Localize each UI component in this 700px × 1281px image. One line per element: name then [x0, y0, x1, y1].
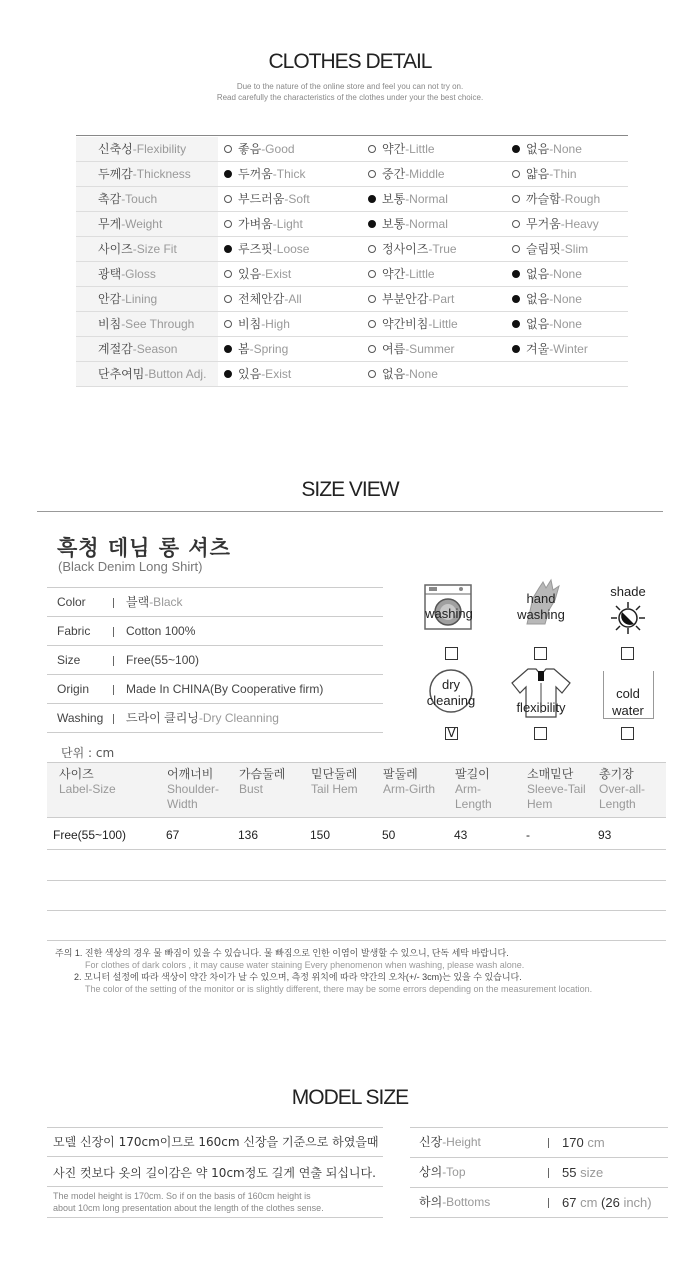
size-row-divider-4: [47, 940, 666, 941]
radio-unselected-icon[interactable]: [224, 270, 232, 278]
info-value-english: -Dry Cleanning: [198, 711, 279, 725]
note-2-english: The color of the setting of the monitor or is slightly different, there may be some errors depending on the measurement location.: [85, 984, 593, 994]
detail-row: [76, 287, 628, 312]
detail-option[interactable]: [512, 337, 588, 361]
dry-cleaning-label-1: dry: [441, 677, 461, 692]
column-header-korean: 사이즈: [59, 767, 94, 781]
stat-label-korean: 하의: [419, 1195, 443, 1209]
detail-row-label: [76, 212, 218, 236]
radio-unselected-icon[interactable]: [512, 220, 520, 228]
detail-row: [76, 162, 628, 187]
size-column-header: [455, 767, 517, 812]
option-label-english: -Heavy: [560, 217, 599, 231]
size-row-divider-1: [47, 849, 666, 850]
info-value-main: 드라이 클리닝: [126, 711, 199, 725]
column-header-english: Label-Size: [59, 782, 116, 796]
option-label-korean: 가벼움: [238, 217, 273, 231]
option-label-korean: 겨울: [526, 342, 550, 356]
option-label-korean: 중간: [382, 167, 406, 181]
detail-row-label: [76, 287, 218, 311]
column-header-english: Bust: [239, 782, 264, 796]
info-value-main: Free(55~100): [126, 653, 200, 667]
info-key: Color: [57, 595, 86, 609]
info-separator: [113, 598, 114, 608]
column-header-english: Tail Hem: [311, 782, 358, 796]
stat-separator: [548, 1138, 549, 1148]
detail-label-korean: 두께감: [98, 167, 133, 181]
radio-unselected-icon[interactable]: [368, 170, 376, 178]
option-label-korean: 루즈핏: [238, 242, 273, 256]
detail-label-english: -Size Fit: [132, 242, 177, 256]
washing-care-label: washing: [425, 606, 473, 621]
model-stat-row: [410, 1188, 668, 1218]
info-separator: [113, 627, 114, 637]
size-column-header: [311, 767, 358, 797]
hand-wash-label-1: hand: [526, 591, 556, 606]
detail-option[interactable]: [368, 362, 438, 386]
note-1-korean: 주의 1. 진한 색상의 경우 물 빠짐이 있을 수 있습니다. 물 빠짐으로 인한 이염이 발생할 수 있으니, 단독 세탁 바랍니다.: [55, 948, 509, 958]
unit-label: 단위 : cm: [61, 746, 115, 760]
detail-option[interactable]: [512, 187, 600, 211]
option-label-english: -Exist: [261, 367, 292, 381]
radio-selected-icon[interactable]: [224, 170, 232, 178]
option-label-english: -Summer: [405, 342, 455, 356]
stat-label-english: -Top: [442, 1165, 466, 1179]
note-2-korean: 2. 모니터 설정에 따라 색상이 약간 차이가 날 수 있으며, 측정 위치에 따라 약간의 오차(+/- 3cm)는 있을 수 있습니다.: [74, 972, 522, 982]
clothes-detail-subtitle-1: Due to the nature of the online store and feel you can not try on.: [236, 82, 464, 91]
size-column-header: [59, 767, 116, 797]
option-label-korean: 부드러움: [238, 192, 285, 206]
radio-selected-icon[interactable]: [512, 320, 520, 328]
stat-extra-unit: inch): [619, 1195, 652, 1210]
radio-unselected-icon[interactable]: [368, 345, 376, 353]
option-label-english: -Spring: [249, 342, 289, 356]
option-label-korean: 까슬함: [526, 192, 561, 206]
size-column-header: [599, 767, 661, 812]
model-note-english-1: The model height is 170cm. So if on the basis of 160cm height is: [53, 1191, 311, 1201]
radio-unselected-icon[interactable]: [512, 245, 520, 253]
column-header-english: Arm-Length: [455, 782, 492, 811]
size-cell: 136: [238, 828, 259, 842]
info-value: [126, 646, 199, 674]
size-cell: Free(55~100): [53, 828, 127, 842]
detail-label-english: -Lining: [121, 292, 158, 306]
detail-option[interactable]: [368, 187, 448, 211]
detail-row-label: [76, 237, 218, 261]
option-label-english: -None: [549, 317, 582, 331]
detail-row: [76, 362, 628, 387]
option-label-korean: 여름: [382, 342, 406, 356]
detail-label-english: -Flexibility: [132, 142, 187, 156]
radio-unselected-icon[interactable]: [368, 320, 376, 328]
detail-option[interactable]: [368, 312, 458, 336]
detail-option[interactable]: [512, 237, 588, 261]
radio-unselected-icon[interactable]: [224, 195, 232, 203]
size-cell: 150: [310, 828, 331, 842]
info-key: Origin: [57, 682, 90, 696]
option-label-korean: 비침: [238, 317, 262, 331]
detail-label-korean: 사이즈: [98, 242, 133, 256]
detail-option[interactable]: [224, 162, 305, 186]
size-column-header: [383, 767, 445, 797]
option-label-korean: 약간비침: [382, 317, 429, 331]
detail-label-english: -Gloss: [121, 267, 156, 281]
detail-option[interactable]: [224, 312, 290, 336]
info-value-main: Made In CHINA(By Cooperative firm): [126, 682, 324, 696]
size-column-header: [167, 767, 229, 812]
radio-unselected-icon[interactable]: [224, 320, 232, 328]
cold-water-label-2: water: [612, 703, 644, 718]
radio-selected-icon[interactable]: [224, 245, 232, 253]
shade-label: shade: [610, 584, 646, 599]
detail-option[interactable]: [368, 237, 457, 261]
hand-washing-checkbox[interactable]: [534, 647, 547, 660]
cold-water-label-1: cold: [616, 686, 640, 701]
detail-option[interactable]: [512, 137, 582, 161]
detail-label-korean: 안감: [98, 292, 122, 306]
option-label-korean: 슬림핏: [526, 242, 561, 256]
note-1-english: For clothes of dark colors , it may cause water staining Every phenomenon when washing, please wash alone.: [85, 960, 525, 970]
detail-option[interactable]: [224, 337, 288, 361]
radio-unselected-icon[interactable]: [368, 145, 376, 153]
detail-option[interactable]: [368, 287, 454, 311]
detail-label-english: -Touch: [121, 192, 158, 206]
option-label-korean: 보통: [382, 217, 406, 231]
detail-row-label: [76, 312, 218, 336]
detail-row-label: [76, 187, 218, 211]
detail-option[interactable]: [512, 312, 582, 336]
detail-option[interactable]: [368, 162, 445, 186]
option-label-korean: 없음: [526, 267, 550, 281]
size-row-divider-2: [47, 880, 666, 881]
option-label-english: -Slim: [560, 242, 589, 256]
detail-label-korean: 촉감: [98, 192, 122, 206]
option-label-korean: 약간: [382, 142, 406, 156]
option-label-korean: 좋음: [238, 142, 262, 156]
stat-number: 170: [562, 1135, 584, 1150]
model-text-divider: [47, 1156, 383, 1157]
detail-label-korean: 광택: [98, 267, 122, 281]
radio-selected-icon[interactable]: [512, 295, 520, 303]
size-cell: 93: [598, 828, 612, 842]
option-label-english: -Winter: [549, 342, 588, 356]
radio-unselected-icon[interactable]: [368, 295, 376, 303]
detail-table-top-border: [76, 135, 628, 136]
info-key: Size: [57, 653, 81, 667]
option-label-korean: 봄: [238, 342, 250, 356]
option-label-english: -None: [549, 142, 582, 156]
flexibility-checkbox[interactable]: [534, 727, 547, 740]
detail-label-korean: 비침: [98, 317, 122, 331]
model-note-line-1: 모델 신장이 170cm이므로 160cm 신장을 기준으로 하였을때: [53, 1135, 379, 1149]
dry-cleaning-label-2: cleaning: [426, 693, 476, 708]
model-stat-value: [562, 1158, 603, 1187]
detail-option[interactable]: [224, 262, 291, 286]
detail-option[interactable]: [512, 262, 582, 286]
option-label-english: -Middle: [405, 167, 445, 181]
column-header-korean: 가슴둘레: [239, 767, 286, 781]
stat-label-korean: 상의: [419, 1165, 443, 1179]
column-header-korean: 총기장: [599, 767, 634, 781]
option-label-korean: 전체안감: [238, 292, 285, 306]
shade-checkbox[interactable]: [621, 647, 634, 660]
column-header-korean: 어깨너비: [167, 767, 214, 781]
option-label-english: -High: [261, 317, 290, 331]
info-separator: [113, 685, 114, 695]
info-row: [47, 588, 383, 617]
option-label-english: -True: [428, 242, 457, 256]
option-label-english: -Light: [272, 217, 303, 231]
detail-option[interactable]: [224, 187, 310, 211]
model-stat-value: [562, 1188, 652, 1217]
model-text-bottom-border: [47, 1217, 383, 1218]
model-stat-row: [410, 1158, 668, 1188]
product-name-korean: 흑청 데님 롱 셔츠: [57, 536, 231, 560]
option-label-english: -All: [284, 292, 302, 306]
info-value: [126, 588, 183, 616]
detail-row: [76, 212, 628, 237]
model-stat-label: [419, 1158, 466, 1187]
info-separator: [113, 714, 114, 724]
size-view-divider: [37, 511, 663, 512]
column-header-english: Shoulder-Width: [167, 782, 220, 811]
radio-unselected-icon[interactable]: [512, 170, 520, 178]
info-row: [47, 704, 383, 733]
option-label-korean: 무거움: [526, 217, 561, 231]
model-note-english-2: about 10cm long presentation about the length of the clothes sense.: [53, 1203, 324, 1213]
detail-option[interactable]: [368, 137, 435, 161]
size-column-header: [527, 767, 589, 812]
option-label-english: -Part: [428, 292, 455, 306]
stat-unit: size: [576, 1165, 604, 1180]
radio-unselected-icon[interactable]: [224, 295, 232, 303]
detail-row: [76, 262, 628, 287]
option-label-korean: 없음: [526, 292, 550, 306]
column-header-english: Over-all-Length: [599, 782, 646, 811]
cold-water-checkbox[interactable]: [621, 727, 634, 740]
column-header-korean: 팔둘레: [383, 767, 418, 781]
detail-label-english: -Thickness: [132, 167, 191, 181]
model-text-divider-2: [47, 1186, 383, 1187]
column-header-korean: 밑단둘레: [311, 767, 358, 781]
radio-selected-icon[interactable]: [368, 195, 376, 203]
detail-label-english: -Season: [132, 342, 178, 356]
product-name-english: (Black Denim Long Shirt): [58, 559, 203, 574]
radio-unselected-icon[interactable]: [368, 245, 376, 253]
option-label-korean: 얇음: [526, 167, 550, 181]
detail-label-korean: 단추여밈: [98, 367, 145, 381]
size-column-header: [239, 767, 285, 797]
detail-row: [76, 237, 628, 262]
detail-row: [76, 337, 628, 362]
model-note-line-2: 사진 컷보다 옷의 길이감은 약 10cm정도 길게 연출 되십니다.: [53, 1166, 376, 1180]
stat-number: 67: [562, 1195, 577, 1210]
size-cell: -: [526, 828, 530, 842]
info-key: Washing: [57, 711, 104, 725]
detail-row-label: [76, 337, 218, 361]
option-label-english: -None: [549, 267, 582, 281]
detail-option[interactable]: [224, 237, 309, 261]
detail-label-english: -Button Adj.: [144, 367, 207, 381]
detail-option[interactable]: [368, 262, 435, 286]
detail-row-label: [76, 262, 218, 286]
clothes-detail-title: CLOTHES DETAIL: [268, 50, 432, 73]
option-label-english: -Loose: [272, 242, 310, 256]
model-stat-label: [419, 1188, 490, 1217]
size-cell: 43: [454, 828, 468, 842]
option-label-english: -Little: [428, 317, 458, 331]
model-stat-value: [562, 1128, 605, 1157]
option-label-english: -Normal: [405, 217, 448, 231]
option-label-english: -None: [405, 367, 438, 381]
detail-option[interactable]: [368, 337, 455, 361]
radio-unselected-icon[interactable]: [368, 270, 376, 278]
detail-row: [76, 312, 628, 337]
model-stat-row: [410, 1128, 668, 1158]
radio-unselected-icon[interactable]: [512, 195, 520, 203]
option-label-english: -Normal: [405, 192, 448, 206]
option-label-english: -Exist: [261, 267, 292, 281]
info-separator: [113, 656, 114, 666]
detail-row: [76, 137, 628, 162]
hand-wash-label-2: washing: [517, 607, 565, 622]
info-value-main: Cotton 100%: [126, 624, 196, 638]
info-value: [126, 617, 195, 645]
option-label-english: -Thin: [549, 167, 577, 181]
detail-label-korean: 계절감: [98, 342, 133, 356]
option-label-korean: 보통: [382, 192, 406, 206]
column-header-english: Sleeve-Tail Hem: [527, 782, 586, 811]
stat-separator: [548, 1168, 549, 1178]
detail-option[interactable]: [224, 362, 291, 386]
stat-separator: [548, 1198, 549, 1208]
detail-option[interactable]: [224, 212, 303, 236]
option-label-korean: 있음: [238, 367, 262, 381]
detail-row-label: [76, 362, 218, 386]
column-header-english: Arm-Girth: [383, 782, 435, 796]
info-value-main: 블랙: [126, 595, 150, 609]
info-row: [47, 646, 383, 675]
option-label-english: -Thick: [272, 167, 306, 181]
radio-selected-icon[interactable]: [512, 345, 520, 353]
option-label-english: -Rough: [560, 192, 601, 206]
radio-selected-icon[interactable]: [512, 270, 520, 278]
option-label-korean: 없음: [526, 317, 550, 331]
option-label-english: -Little: [405, 142, 435, 156]
shade-sun-icon: [609, 600, 647, 636]
option-label-english: -Little: [405, 267, 435, 281]
size-view-title: SIZE VIEW: [301, 478, 399, 501]
stat-label-korean: 신장: [419, 1135, 443, 1149]
info-value: [126, 704, 279, 732]
detail-label-korean: 무게: [98, 217, 122, 231]
stat-unit: cm: [576, 1195, 598, 1210]
radio-selected-icon[interactable]: [368, 220, 376, 228]
radio-selected-icon[interactable]: [224, 345, 232, 353]
stat-label-english: -Bottoms: [442, 1195, 491, 1209]
info-row: [47, 675, 383, 704]
stat-number: 55: [562, 1165, 577, 1180]
detail-row-label: [76, 137, 218, 161]
model-stat-label: [419, 1128, 481, 1157]
radio-unselected-icon[interactable]: [224, 220, 232, 228]
detail-label-english: -Weight: [121, 217, 163, 231]
detail-option[interactable]: [224, 137, 295, 161]
column-header-korean: 팔길이: [455, 767, 490, 781]
option-label-korean: 정사이즈: [382, 242, 429, 256]
detail-option[interactable]: [224, 287, 302, 311]
size-row-divider-3: [47, 910, 666, 911]
detail-option[interactable]: [368, 212, 448, 236]
radio-unselected-icon[interactable]: [224, 145, 232, 153]
option-label-korean: 있음: [238, 267, 262, 281]
washing-checkbox[interactable]: [445, 647, 458, 660]
option-label-korean: 약간: [382, 267, 406, 281]
dry-cleaning-checkbox-checked[interactable]: V: [445, 727, 458, 740]
detail-label-korean: 신축성: [98, 142, 133, 156]
clothes-detail-subtitle-2: Read carefully the characteristics of the clothes under your the best choice.: [216, 93, 484, 102]
info-value-english: -Black: [149, 595, 183, 609]
info-key: Fabric: [57, 624, 91, 638]
option-label-english: -Soft: [284, 192, 310, 206]
detail-row: [76, 187, 628, 212]
option-label-korean: 부분안감: [382, 292, 429, 306]
size-cell: 50: [382, 828, 396, 842]
stat-extra-number: (26: [597, 1195, 620, 1210]
radio-selected-icon[interactable]: [512, 145, 520, 153]
stat-unit: cm: [583, 1135, 605, 1150]
model-text-top-border: [47, 1127, 383, 1128]
radio-selected-icon[interactable]: [224, 370, 232, 378]
info-value: [126, 675, 323, 703]
model-size-title: MODEL SIZE: [291, 1086, 409, 1109]
radio-unselected-icon[interactable]: [368, 370, 376, 378]
flexibility-label: flexibility: [516, 700, 566, 715]
option-label-korean: 두꺼움: [238, 167, 273, 181]
option-label-english: -None: [549, 292, 582, 306]
detail-row-label: [76, 162, 218, 186]
option-label-korean: 없음: [526, 142, 550, 156]
option-label-korean: 없음: [382, 367, 406, 381]
detail-option[interactable]: [512, 212, 599, 236]
detail-option[interactable]: [512, 162, 577, 186]
detail-option[interactable]: [512, 287, 582, 311]
column-header-korean: 소매밑단: [527, 767, 574, 781]
size-cell: 67: [166, 828, 180, 842]
info-row: [47, 617, 383, 646]
stat-label-english: -Height: [442, 1135, 481, 1149]
option-label-english: -Good: [261, 142, 295, 156]
detail-label-english: -See Through: [121, 317, 195, 331]
